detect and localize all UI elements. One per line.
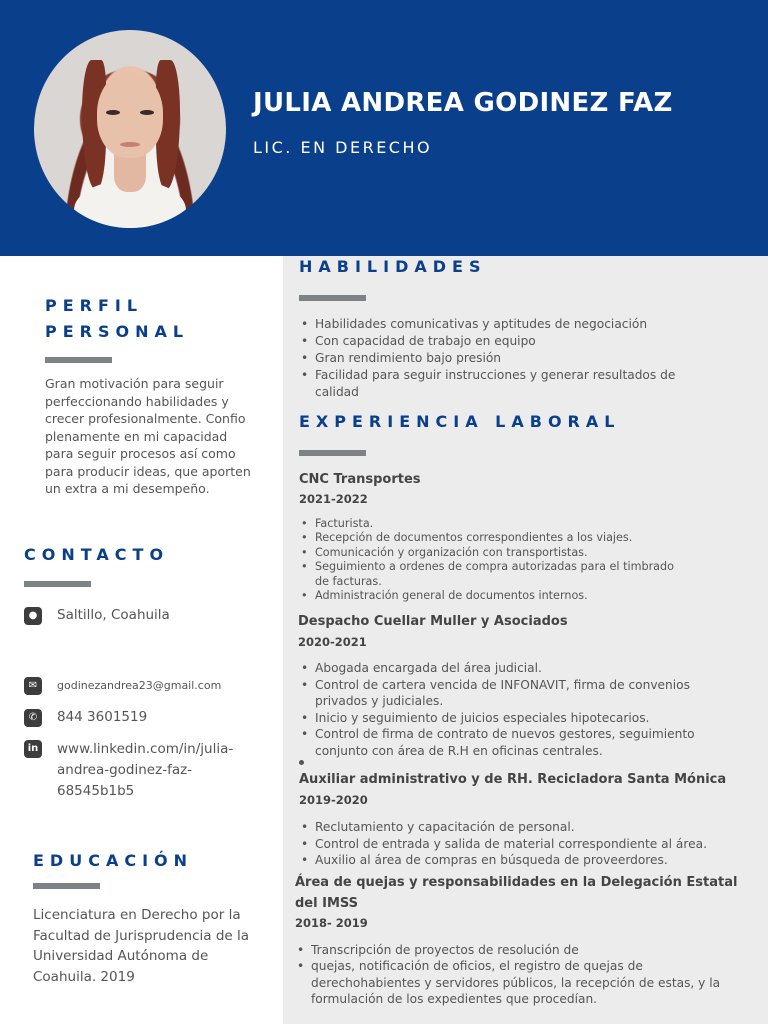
contact-email[interactable]: godinezandrea23@gmail.com — [57, 679, 222, 692]
job-duties-list — [295, 942, 750, 1008]
skills-heading: HABILIDADES — [299, 257, 487, 276]
job-duty: • Reclutamiento y capacitación de personal. — [299, 819, 749, 836]
skill-item: • Con capacidad de trabajo en equipo — [299, 333, 699, 350]
contact-phone[interactable]: 844 3601519 — [57, 709, 148, 725]
job-company: CNC Transportes — [299, 472, 421, 487]
job-company: Área de quejas y responsabilidades en la Delegación Estatal — [295, 875, 738, 890]
profile-photo — [34, 30, 226, 228]
job-company: Auxiliar administrativo y de RH. Recicladora Santa Mónica — [299, 772, 727, 787]
job-duty: • Auxilio al área de compras en búsqueda de proveerdores. — [299, 852, 749, 869]
job-duties-list — [299, 517, 679, 603]
photo-mouth — [120, 142, 140, 147]
job-duty: • Recepción de documentos correspondientes a los viajes. — [299, 531, 679, 545]
skill-item: • Facilidad para seguir instrucciones y generar resultados de calidad — [299, 367, 699, 401]
skill-item: • Gran rendimiento bajo presión — [299, 350, 699, 367]
job-duty: • Facturista. — [299, 517, 679, 531]
skill-item: • Habilidades comunicativas y aptitudes de negociación — [299, 316, 699, 333]
profile-heading-line2: PERSONAL — [45, 322, 190, 341]
photo-eye-left — [106, 110, 120, 115]
person-name: JULIA ANDREA GODINEZ FAZ — [253, 88, 673, 118]
job-duty: • Control de firma de contrato de nuevos gestores, seguimiento conjunto con área de R.H en oficinas centrales. — [299, 726, 729, 759]
contact-heading: CONTACTO — [24, 545, 170, 564]
contact-divider — [24, 581, 91, 587]
phone-icon: ✆ — [24, 709, 42, 727]
job-duty: • Inicio y seguimiento de juicios especiales hipotecarios. — [299, 710, 729, 727]
person-title: LIC. EN DERECHO — [253, 138, 433, 157]
job-years: 2018- 2019 — [295, 916, 368, 930]
experience-divider — [299, 450, 366, 456]
skills-divider — [299, 295, 366, 301]
job-duty: • Administración general de documentos internos. — [299, 589, 679, 603]
profile-heading-line1: PERFIL — [45, 296, 144, 315]
profile-divider — [45, 357, 112, 363]
job-years: 2021-2022 — [299, 492, 368, 506]
job-duty: • Comunicación y organización con transportistas. — [299, 546, 679, 560]
photo-eye-right — [140, 110, 154, 115]
education-text: Licenciatura en Derecho por la Facultad de Jurisprudencia de la Universidad Autónoma de Coahuila. 2019 — [33, 907, 250, 985]
job-duty: • Seguimiento a ordenes de compra autorizadas para el timbrado de facturas. — [299, 560, 679, 589]
photo-neck — [114, 152, 146, 192]
job-duty: • Control de entrada y salida de material correspondiente al área. — [299, 836, 749, 853]
job-duty: • Abogada encargada del área judicial. — [299, 660, 729, 677]
job-duty: • Transcripción de proyectos de resolución de — [295, 942, 750, 958]
job-company: Despacho Cuellar Muller y Asociados — [298, 614, 568, 629]
experience-heading: EXPERIENCIA LABORAL — [299, 412, 621, 431]
job-duty: • Control de cartera vencida de INFONAVIT, firma de convenios privados y judiciales. — [299, 677, 729, 710]
skills-list — [299, 316, 699, 401]
education-divider — [33, 883, 100, 889]
job-company-cont: del IMSS — [295, 896, 359, 911]
education-heading: EDUCACIÓN — [33, 851, 194, 870]
job-duty: • quejas, notificación de oficios, el registro de quejas de derechohabientes y servidores públicos, la recepción de estas, y la formulación de los expedientes que procedían. — [295, 958, 750, 1007]
contact-linkedin[interactable]: www.linkedin.com/in/julia-andrea-godinez-faz-68545b1b5 — [57, 741, 234, 799]
empty-bullet — [299, 760, 304, 765]
job-years: 2019-2020 — [299, 793, 368, 807]
email-icon: ✉ — [24, 677, 42, 695]
job-years: 2020-2021 — [298, 635, 367, 649]
location-icon: ● — [24, 607, 42, 625]
header-banner — [0, 0, 768, 256]
job-duties-list — [299, 660, 729, 760]
linkedin-icon: in — [24, 740, 42, 758]
profile-text: Gran motivación para seguir perfeccionando habilidades y crecer profesionalmente. Confio plenamente en mi capacidad para seguir procesos así como para producir ideas, que aporten un extra a mi desempeño. — [45, 376, 251, 496]
job-duties-list — [299, 819, 749, 869]
contact-location: Saltillo, Coahuila — [57, 607, 170, 623]
